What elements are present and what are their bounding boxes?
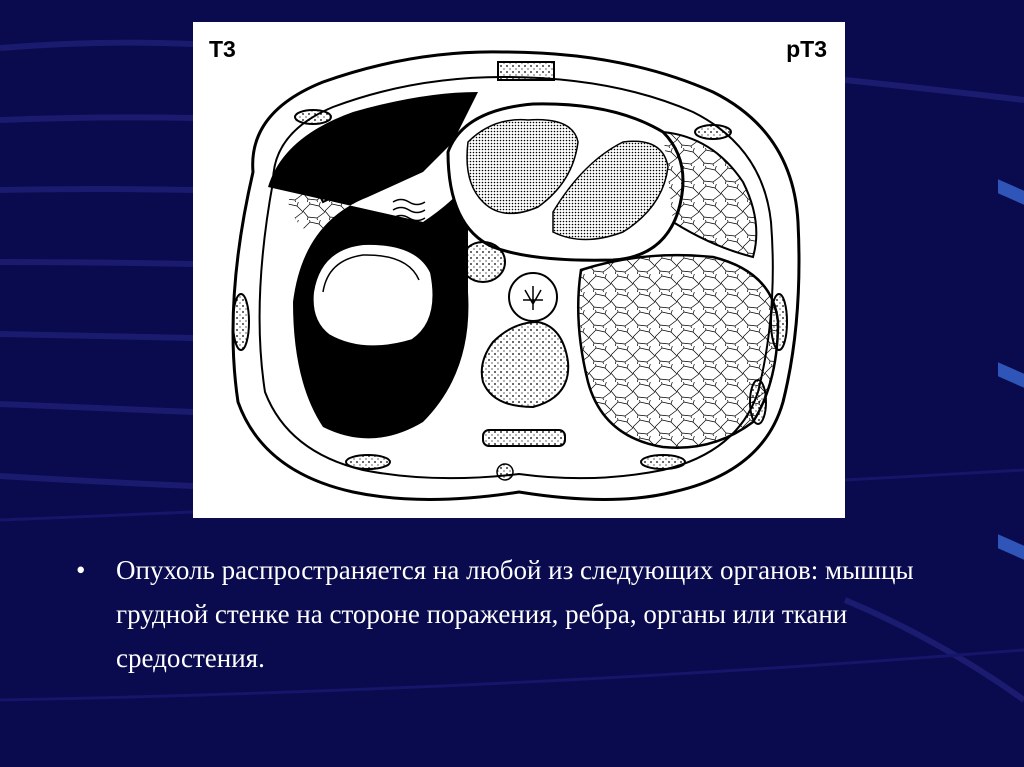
figure-label-t3: Т3 xyxy=(209,36,236,62)
dome-organ xyxy=(311,242,436,349)
figure-label-pt3: рТ3 xyxy=(786,36,827,62)
ct-cross-section-illustration xyxy=(193,22,845,518)
bullet-marker: • xyxy=(76,555,86,585)
thorax-diagram xyxy=(193,22,845,518)
sternum xyxy=(498,62,554,80)
bullet-text: Опухоль распространяется на любой из следующих органов: мышцы грудной стенке на стороне поражения, ребра, органы или ткани средостения. xyxy=(116,555,914,673)
left-lung xyxy=(578,255,778,448)
lymph-node xyxy=(461,242,505,282)
